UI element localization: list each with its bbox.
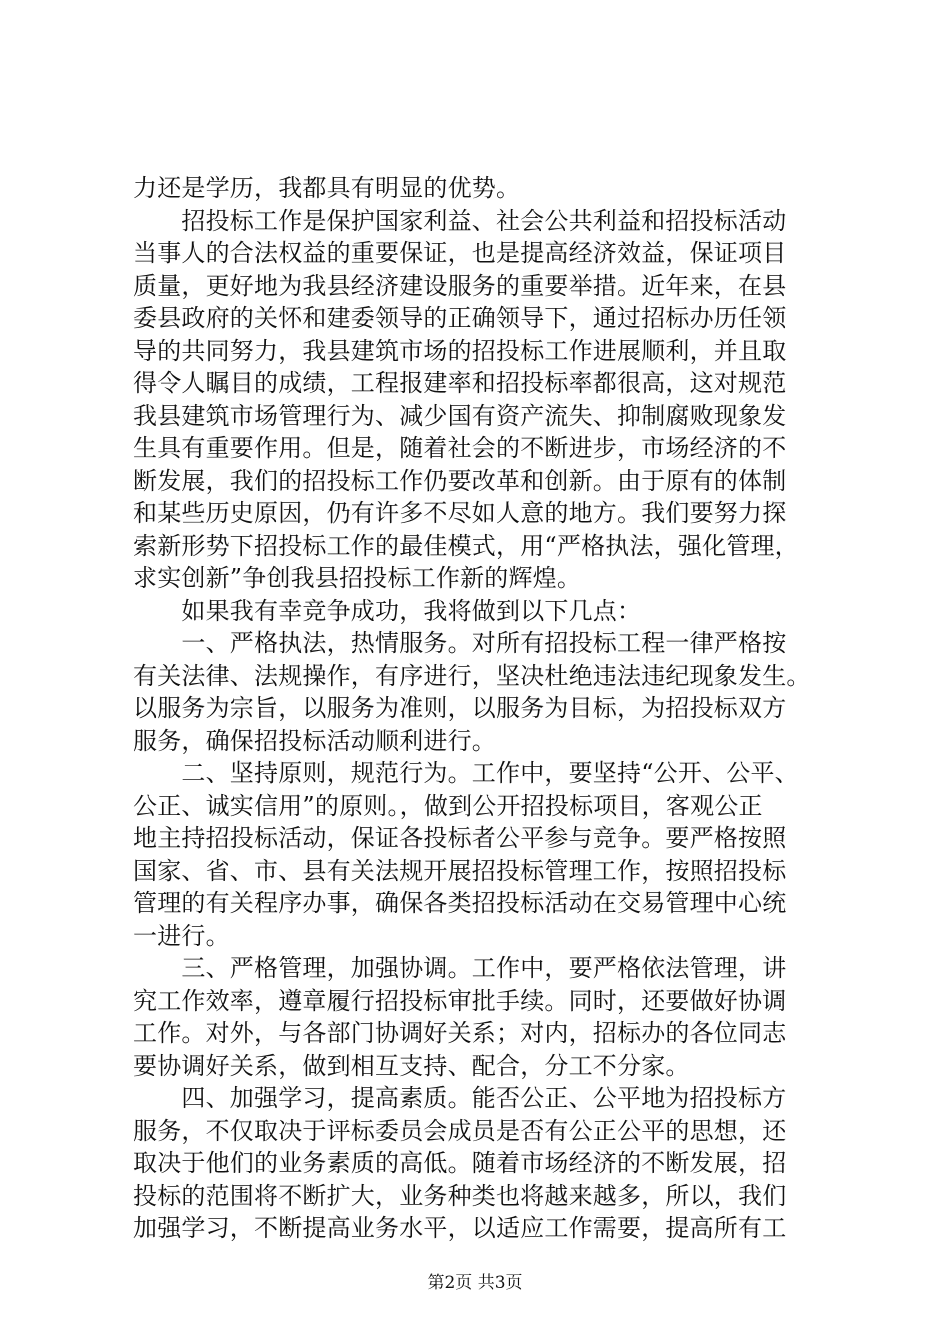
- text-line: 要协调好关系，做到相互支持、配合，分工不分家。: [133, 1051, 690, 1080]
- text-line: 当事人的合法权益的重要保证，也是提高经济效益，保证项目: [133, 239, 787, 267]
- text-line: 一、严格执法，热情服务。对所有招投标工程一律严格按: [133, 629, 787, 657]
- text-line: 我县建筑市场管理行为、减少国有资产流失、抑制腐败现象发: [133, 401, 787, 430]
- text-line: 有关法律、法规操作，有序进行，坚决杜绝违法违纪现象发生。: [133, 661, 811, 690]
- text-line: 服务，不仅取决于评标委员会成员是否有公正公平的思想，还: [133, 1116, 787, 1145]
- text-line: 导的共同努力，我县建筑市场的招投标工作进展顺利，并且取: [133, 336, 787, 365]
- text-line: 得令人瞩目的成绩，工程报建率和招投标率都很高，这对规范: [133, 369, 787, 397]
- text-line: 一进行。: [133, 921, 230, 950]
- text-line: 以服务为宗旨，以服务为准则，以服务为目标，为招投标双方: [133, 694, 787, 722]
- text-line: 国家、省、市、县有关法规开展招投标管理工作，按照招投标: [133, 856, 787, 885]
- text-line: 招投标工作是保护国家利益、社会公共利益和招投标活动: [133, 206, 787, 235]
- text-line: 质量，更好地为我县经济建设服务的重要举措。近年来，在县: [133, 271, 787, 300]
- text-line: 取决于他们的业务素质的高低。随着市场经济的不断发展，招: [133, 1149, 787, 1177]
- text-line: 四、加强学习，提高素质。能否公正、公平地为招投标方: [133, 1084, 787, 1112]
- text-line: 生具有重要作用。但是，随着社会的不断进步，市场经济的不: [133, 434, 787, 462]
- text-line: 地主持招投标活动，保证各投标者公平参与竞争。要严格按照: [133, 824, 787, 852]
- text-line: 如果我有幸竞争成功，我将做到以下几点：: [133, 596, 642, 625]
- text-line: 二、坚持原则，规范行为。工作中，要坚持“公开、公平、: [133, 759, 799, 787]
- text-line: 加强学习，不断提高业务水平，以适应工作需要，提高所有工: [133, 1214, 787, 1242]
- text-line: 究工作效率，遵章履行招投标审批手续。同时，还要做好协调: [133, 986, 787, 1015]
- text-line: 和某些历史原因，仍有许多不尽如人意的地方。我们要努力探: [133, 499, 787, 527]
- text-line: 三、严格管理，加强协调。工作中，要严格依法管理，讲: [133, 954, 787, 982]
- text-line: 力还是学历，我都具有明显的优势。: [133, 174, 521, 202]
- text-line: 服务，确保招投标活动顺利进行。: [133, 726, 496, 755]
- text-line: 工作。对外，与各部门协调好关系；对内，招标办的各位同志: [133, 1019, 787, 1047]
- text-line: 管理的有关程序办事，确保各类招投标活动在交易管理中心统: [133, 889, 787, 917]
- text-line: 公正、诚实信用”的原则。，做到公开招投标项目，客观公正: [133, 791, 763, 820]
- text-line: 断发展，我们的招投标工作仍要改革和创新。由于原有的体制: [133, 466, 787, 495]
- document-body: [133, 172, 823, 1245]
- text-line: 委县政府的关怀和建委领导的正确领导下，通过招标办历任领: [133, 304, 787, 332]
- text-line: 求实创新”争创我县招投标工作新的辉煌。: [133, 564, 582, 592]
- page-footer: 第2页 共3页: [427, 1273, 523, 1293]
- text-line: 索新形势下招投标工作的最佳模式，用“严格执法，强化管理，: [133, 531, 799, 560]
- text-line: 投标的范围将不断扩大，业务种类也将越来越多，所以，我们: [133, 1181, 787, 1210]
